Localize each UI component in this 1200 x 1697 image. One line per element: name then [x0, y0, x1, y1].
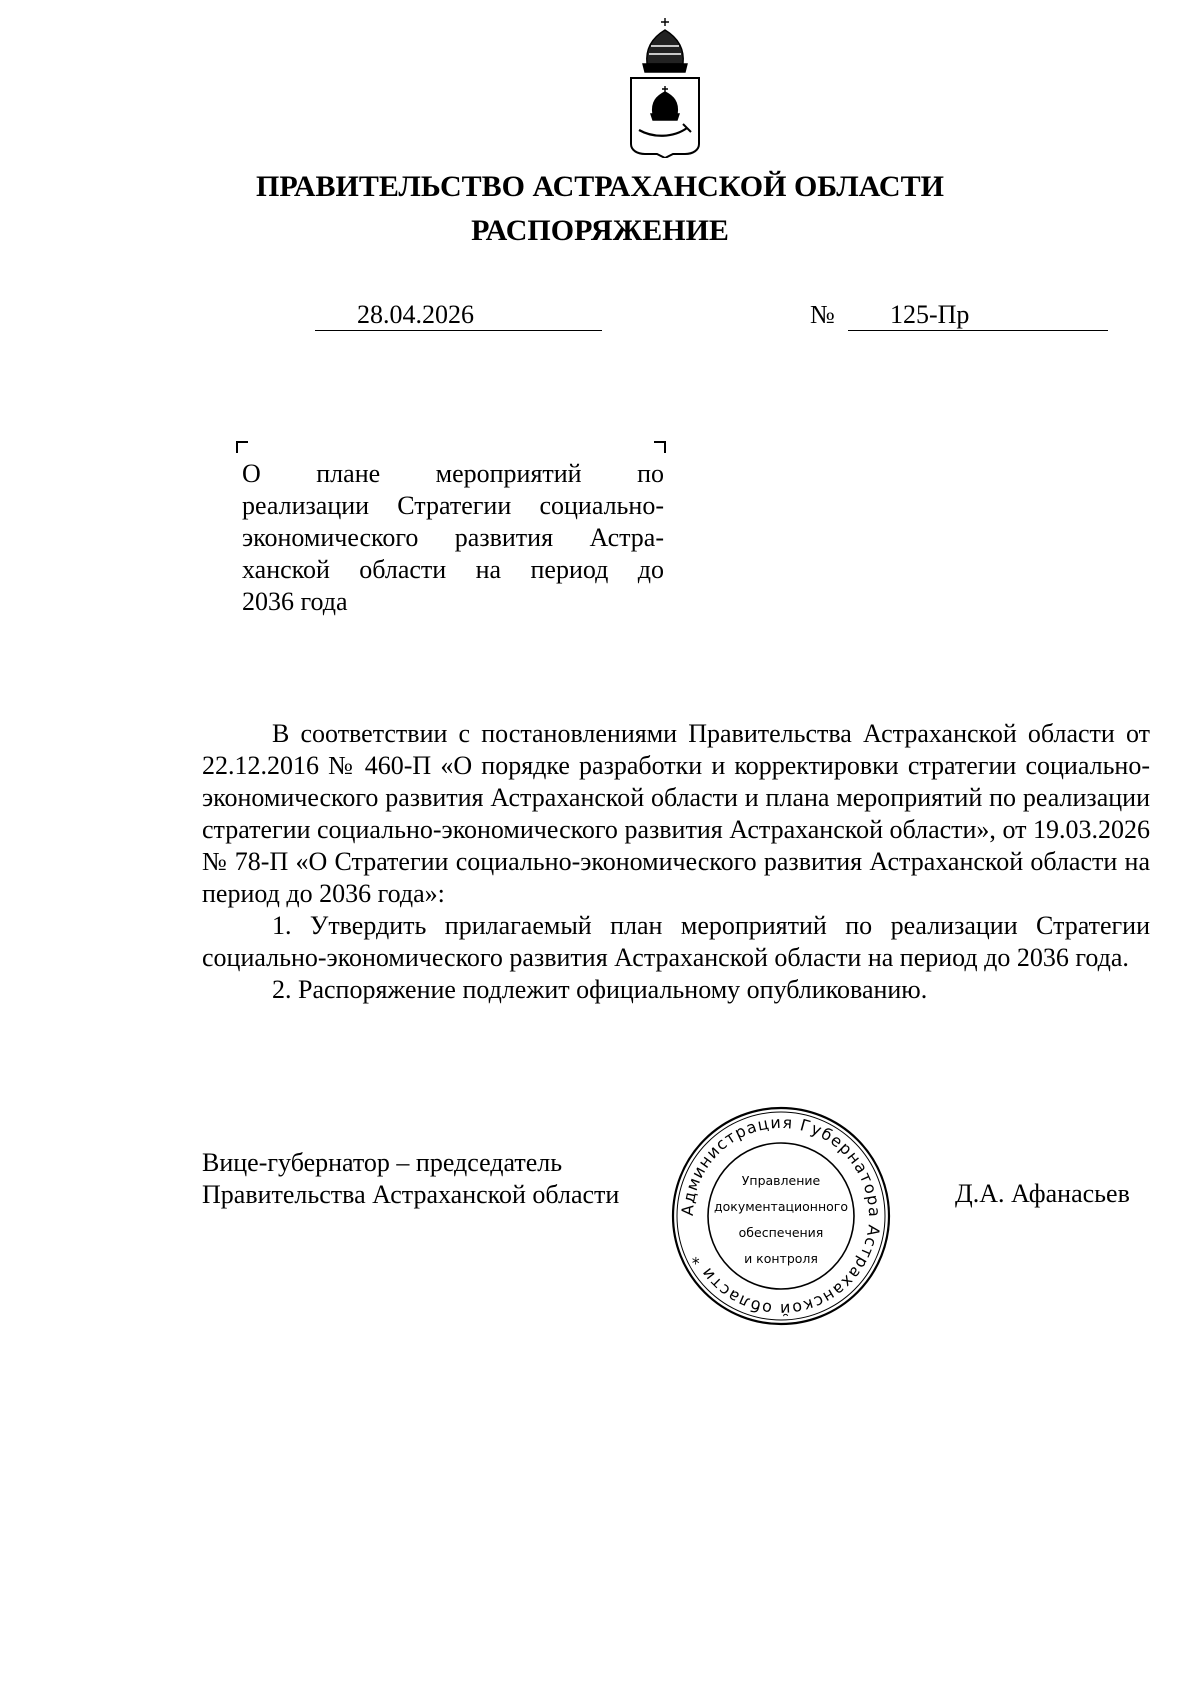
subject-line: ханской области на период до [242, 555, 664, 584]
number-sign: № [810, 300, 835, 329]
stamp-center-line: документационного [714, 1199, 848, 1214]
body-paragraph-item-2: 2. Распоряжение подлежит официальному опубликованию. [272, 975, 928, 1004]
organization-title: ПРАВИТЕЛЬСТВО АСТРАХАНСКОЙ ОБЛАСТИ [256, 170, 944, 203]
document-subject [242, 458, 664, 618]
body-paragraph-preamble: В соответствии с постановлениями Правительства Астраханской области от 22.12.2016 № 460-П «О порядке разработки и корректировки стратегии социально-экономического развития Астраханской области и плана мероприятий по реализации стратегии социально-экономического развития Астраханской области», от 19.03.2026 № 78-П «О Стратегии социально-экономического развития Астраханской области на период до 2036 года»: [202, 719, 1150, 908]
date-field [315, 300, 602, 331]
signatory-position [202, 1147, 619, 1211]
coat-of-arms-icon [625, 16, 705, 158]
number-field [848, 300, 1108, 331]
subject-line: 2036 года [242, 587, 348, 616]
subject-corner-left [236, 441, 248, 453]
document-date: 28.04.2026 [357, 300, 474, 329]
document-number: 125-Пр [890, 300, 970, 329]
document-body [202, 718, 1150, 1006]
document-type-title: РАСПОРЯЖЕНИЕ [471, 214, 729, 247]
subject-line: экономического развития Астра- [242, 523, 664, 552]
position-line: Правительства Астраханской области [202, 1180, 620, 1209]
stamp-center-line: и контроля [744, 1251, 818, 1266]
official-stamp-icon [670, 1105, 892, 1327]
body-paragraph-item-1: 1. Утвердить прилагаемый план мероприятий по реализации Стратегии социально-экономического развития Астраханской области на период до 2036 года. [202, 911, 1150, 972]
subject-line: О плане мероприятий по [242, 459, 664, 488]
subject-corner-right [654, 441, 666, 453]
position-line: Вице-губернатор – председатель [202, 1148, 563, 1177]
subject-line: реализации Стратегии социально- [242, 491, 664, 520]
stamp-center-line: обеспечения [738, 1225, 824, 1240]
stamp-ring-text: Администрация Губернатора Астраханской области * [677, 1112, 885, 1320]
stamp-center-line: Управление [741, 1173, 821, 1188]
signatory-name: Д.А. Афанасьев [955, 1179, 1130, 1208]
